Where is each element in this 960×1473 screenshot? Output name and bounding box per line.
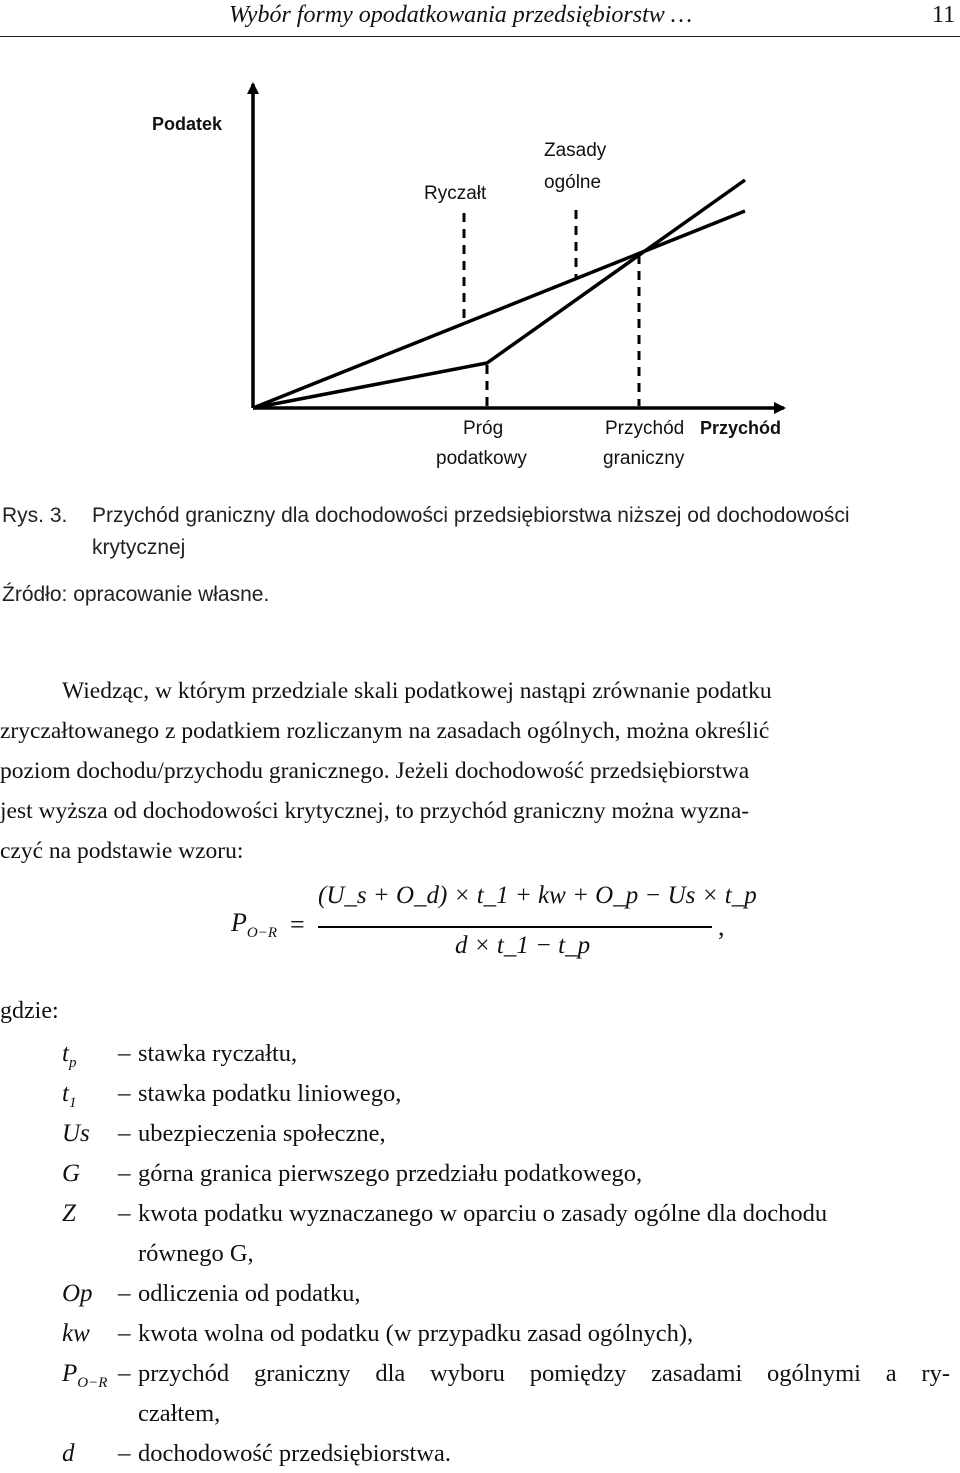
y-axis-label: Podatek	[152, 114, 223, 134]
fraction-bar	[318, 926, 712, 928]
def-dash: –	[118, 1200, 131, 1227]
page-number: 11	[932, 2, 956, 28]
def-symbol: $P_{O-R}$	[62, 1360, 108, 1391]
body-line-4: jest wyższa od dochodowości krytycznej, to przychód graniczny można wyzna-	[0, 798, 750, 824]
def-symbol: $t_1$	[62, 1080, 77, 1111]
def-symbol: kw	[62, 1320, 90, 1347]
def-text: kwota podatku wyznaczanego w oparciu o zasady ogólne dla dochodu	[138, 1200, 828, 1227]
body-line-1: Wiedząc, w którym przedziale skali podatkowej nastąpi zrównanie podatku	[62, 678, 772, 704]
def-symbol: G	[62, 1160, 81, 1187]
def-text: ubezpieczenia społeczne,	[138, 1120, 386, 1147]
x-axis-label: Przychód	[700, 418, 782, 438]
def-text: kwota wolna od podatku (w przypadku zasad ogólnych),	[138, 1320, 694, 1347]
body-line-3: poziom dochodu/przychodu granicznego. Jeżeli dochodowość przedsiębiorstwa	[0, 758, 750, 784]
def-dash: –	[118, 1440, 131, 1467]
def-symbol: Z	[62, 1200, 76, 1227]
def-text: dochodowość przedsiębiorstwa.	[138, 1440, 451, 1467]
def-text-continued: równego G,	[138, 1240, 254, 1267]
def-symbol: Op	[62, 1280, 93, 1307]
def-dash: –	[118, 1320, 131, 1347]
def-text: przychód graniczny dla wyboru pomiędzy zasadami ogólnymi a ry-	[138, 1360, 950, 1387]
def-text: odliczenia od podatku,	[138, 1280, 361, 1307]
formula-lhs	[231, 908, 277, 942]
def-dash: –	[118, 1120, 131, 1147]
prog-label-2: podatkowy	[436, 448, 527, 469]
def-dash: –	[118, 1040, 131, 1067]
def-text: stawka ryczałtu,	[138, 1040, 298, 1067]
figure-diagram	[0, 0, 960, 480]
formula-numerator: (U_s + O_d) × t_1 + kw + O_p − Us × t_p	[318, 882, 757, 909]
formula-comma: ,	[718, 912, 725, 941]
def-symbol: $t_p$	[62, 1040, 77, 1071]
caption-number: Rys. 3.	[2, 504, 68, 527]
formula-lhs-symbol: P	[231, 908, 247, 937]
def-symbol: Us	[62, 1120, 90, 1147]
body-line-5: czyć na podstawie wzoru:	[0, 838, 244, 864]
zasady-label-1: Zasady	[544, 140, 607, 161]
zasady-label-2: ogólne	[544, 172, 602, 193]
figure-source: Źródło: opracowanie własne.	[2, 583, 270, 606]
def-dash: –	[118, 1080, 131, 1107]
def-text: stawka podatku liniowego,	[138, 1080, 402, 1107]
graniczny-label-2: graniczny	[603, 448, 685, 469]
ryczalt-label: Ryczałt	[424, 183, 487, 204]
formula-lhs-sub: O−R	[246, 925, 278, 942]
where-label: gdzie:	[0, 998, 59, 1024]
def-text-continued: czałtem,	[138, 1400, 221, 1427]
def-dash: –	[118, 1160, 131, 1187]
body-line-2: zryczałtowanego z podatkiem rozliczanym na zasadach ogólnych, można określić	[0, 718, 770, 744]
header-title: Wybór formy opodatkowania przedsiębiorstw …	[229, 2, 693, 28]
prog-label-1: Próg	[463, 418, 504, 439]
ryczalt-line	[253, 211, 745, 408]
def-text: górna granica pierwszego przedziału podatkowego,	[138, 1160, 643, 1187]
caption-line-2: krytycznej	[92, 536, 186, 559]
def-dash: –	[118, 1280, 131, 1307]
formula-equals: =	[290, 910, 305, 939]
zasady-ogolne-line	[253, 180, 745, 408]
def-dash: –	[118, 1360, 131, 1387]
def-symbol: d	[62, 1440, 75, 1467]
graniczny-label-1: Przychód	[605, 418, 685, 439]
caption-line-1: Przychód graniczny dla dochodowości przedsiębiorstwa niższej od dochodowości	[92, 504, 850, 527]
formula-denominator: d × t_1 − t_p	[455, 932, 591, 959]
